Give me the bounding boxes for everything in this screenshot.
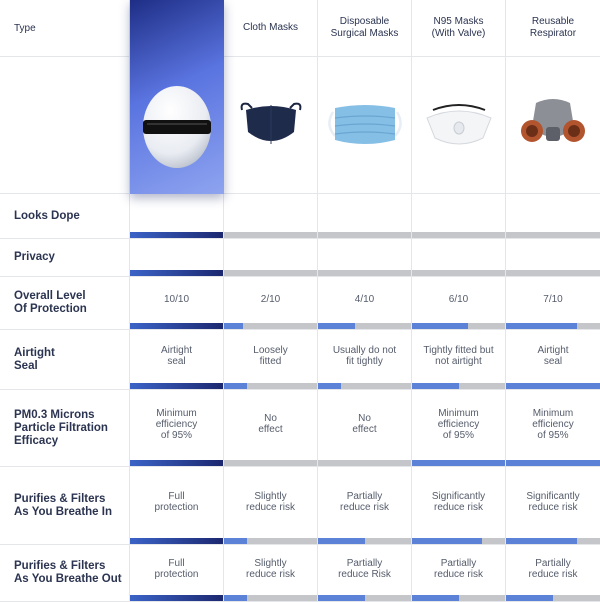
cell-respirator [506, 239, 600, 277]
cell-featured [130, 390, 224, 467]
rating-bar [506, 232, 600, 238]
cell-featured [130, 330, 224, 390]
rating-bar-fill [130, 270, 223, 276]
cell-n95 [412, 277, 506, 330]
comparison-row [0, 330, 600, 390]
cell-n95 [412, 330, 506, 390]
cell-cloth [224, 194, 318, 239]
cell-text: Minimum efficiency of 95% [437, 407, 480, 441]
rating-bar-fill [412, 595, 459, 601]
rating-bar-fill [224, 383, 247, 389]
cell-text: Slightly reduce risk [246, 558, 295, 580]
cell-text: Airtight seal [160, 344, 193, 367]
rating-bar-fill [318, 538, 365, 544]
cell-text: Slightly reduce risk [246, 490, 295, 513]
rating-bar [506, 270, 600, 276]
rating-bar-fill [130, 538, 223, 544]
rating-bar-fill [412, 383, 459, 389]
rating-bar [412, 232, 505, 238]
rating-bar [130, 538, 223, 544]
rating-bar-fill [130, 595, 223, 601]
cell-featured [130, 467, 224, 545]
rating-bar-fill [506, 323, 577, 329]
rating-bar [130, 270, 223, 276]
rating-bar-fill [506, 383, 600, 389]
rating-bar [224, 232, 317, 238]
cell-n95 [412, 467, 506, 545]
cell-text: Minimum efficiency of 95% [532, 407, 574, 441]
rating-bar [506, 538, 600, 544]
rating-bar-fill [412, 460, 505, 466]
row-label: Looks Dope [0, 194, 130, 239]
rating-bar-fill [506, 460, 600, 466]
row-label: Purifies & Filters As You Breathe In [0, 467, 130, 545]
rating-bar [318, 595, 411, 601]
cell-cloth [224, 239, 318, 277]
cell-text: 6/10 [448, 293, 469, 305]
image-row-label [0, 57, 130, 194]
cell-respirator [506, 277, 600, 330]
column-header-n95: N95 Masks (With Valve) [412, 0, 506, 57]
surgical-mask-icon [325, 100, 405, 150]
cell-n95 [412, 390, 506, 467]
cell-text: 7/10 [543, 293, 563, 305]
smart-mask-icon [137, 80, 217, 170]
rating-bar-fill [318, 383, 341, 389]
cell-text: Partially reduce risk [434, 558, 483, 580]
cell-surgical [318, 194, 412, 239]
cell-cloth [224, 390, 318, 467]
cell-surgical [318, 390, 412, 467]
cell-cloth [224, 467, 318, 545]
cell-text: Partially reduce risk [340, 490, 389, 513]
cell-featured [130, 545, 224, 602]
cell-text: Significantly reduce risk [526, 490, 580, 513]
cell-featured [130, 194, 224, 239]
type-header: Type [0, 0, 130, 57]
rating-bar [412, 595, 505, 601]
rating-bar-fill [130, 232, 223, 238]
cell-respirator [506, 330, 600, 390]
rating-bar-fill [224, 595, 247, 601]
cell-n95 [412, 194, 506, 239]
cell-text: No effect [258, 413, 283, 435]
rating-bar-fill [318, 323, 355, 329]
cell-cloth [224, 277, 318, 330]
row-label: PM0.3 Microns Particle Filtration Efficacy [0, 390, 130, 467]
column-header-respirator: Reusable Respirator [506, 0, 600, 57]
rating-bar [130, 323, 223, 329]
rating-bar [412, 460, 505, 466]
cell-cloth [224, 330, 318, 390]
rating-bar-fill [130, 460, 223, 466]
cell-surgical [318, 467, 412, 545]
cell-n95 [412, 239, 506, 277]
rating-bar [224, 595, 317, 601]
cell-surgical [318, 330, 412, 390]
n95-mask-icon [419, 100, 499, 150]
respirator-icon [518, 97, 588, 153]
comparison-row [0, 239, 600, 277]
cell-text: Minimum efficiency of 95% [155, 407, 198, 441]
rating-bar [130, 232, 223, 238]
rating-bar [506, 595, 600, 601]
rating-bar [130, 383, 223, 389]
cell-text: Full protection [154, 558, 199, 580]
rating-bar-fill [224, 323, 243, 329]
rating-bar [506, 323, 600, 329]
rating-bar [224, 383, 317, 389]
rating-bar [318, 538, 411, 544]
cell-text: Significantly reduce risk [431, 490, 486, 513]
cloth-mask-icon [238, 100, 304, 150]
comparison-row [0, 467, 600, 545]
comparison-row [0, 545, 600, 602]
respirator-image [506, 57, 600, 194]
cell-surgical [318, 545, 412, 602]
surgical-mask-image [318, 57, 412, 194]
cell-text: 2/10 [260, 293, 281, 305]
rating-bar [506, 383, 600, 389]
cell-surgical [318, 239, 412, 277]
cell-respirator [506, 467, 600, 545]
cell-cloth [224, 545, 318, 602]
comparison-row [0, 277, 600, 330]
rating-bar [506, 460, 600, 466]
cell-text: Partially reduce Risk [338, 558, 391, 580]
rating-bar [318, 232, 411, 238]
row-label: Purifies & Filters As You Breathe Out [0, 545, 130, 602]
cell-respirator [506, 390, 600, 467]
cell-surgical [318, 277, 412, 330]
cell-text: Tightly fitted but not airtight [423, 344, 494, 367]
rating-bar [224, 460, 317, 466]
cell-text: Partially reduce risk [528, 558, 578, 580]
cell-featured [130, 277, 224, 330]
rating-bar [412, 538, 505, 544]
rating-bar [130, 595, 223, 601]
rating-bar [412, 323, 505, 329]
row-label: Airtight Seal [0, 330, 130, 390]
rating-bar [412, 270, 505, 276]
cell-featured [130, 239, 224, 277]
cell-text: No effect [352, 413, 377, 435]
cell-text: 10/10 [163, 293, 190, 305]
rating-bar [318, 460, 411, 466]
rating-bar [224, 538, 317, 544]
rating-bar [318, 323, 411, 329]
rating-bar [224, 270, 317, 276]
row-label: Privacy [0, 239, 130, 277]
rating-bar-fill [130, 383, 223, 389]
cell-text: 4/10 [354, 293, 375, 305]
cell-text: Usually do not fit tightly [332, 344, 397, 367]
cell-respirator [506, 194, 600, 239]
rating-bar-fill [506, 538, 577, 544]
comparison-row [0, 194, 600, 239]
column-header-surgical: Disposable Surgical Masks [318, 0, 412, 57]
cloth-mask-image [224, 57, 318, 194]
cell-text: Airtight seal [537, 344, 569, 367]
rating-bar-fill [318, 595, 365, 601]
rating-bar [130, 460, 223, 466]
rating-bar [318, 270, 411, 276]
rating-bar [224, 323, 317, 329]
rating-bar-fill [130, 323, 223, 329]
rating-bar-fill [506, 595, 553, 601]
rating-bar [318, 383, 411, 389]
cell-n95 [412, 545, 506, 602]
cell-text: Full protection [154, 490, 199, 513]
rating-bar-fill [412, 538, 482, 544]
cell-respirator [506, 545, 600, 602]
comparison-row [0, 390, 600, 467]
rating-bar [412, 383, 505, 389]
rating-bar-fill [224, 538, 247, 544]
column-header-cloth: Cloth Masks [224, 0, 318, 57]
row-label: Overall Level Of Protection [0, 277, 130, 330]
cell-text: Loosely fitted [253, 344, 288, 367]
rating-bar-fill [412, 323, 468, 329]
n95-mask-image [412, 57, 506, 194]
